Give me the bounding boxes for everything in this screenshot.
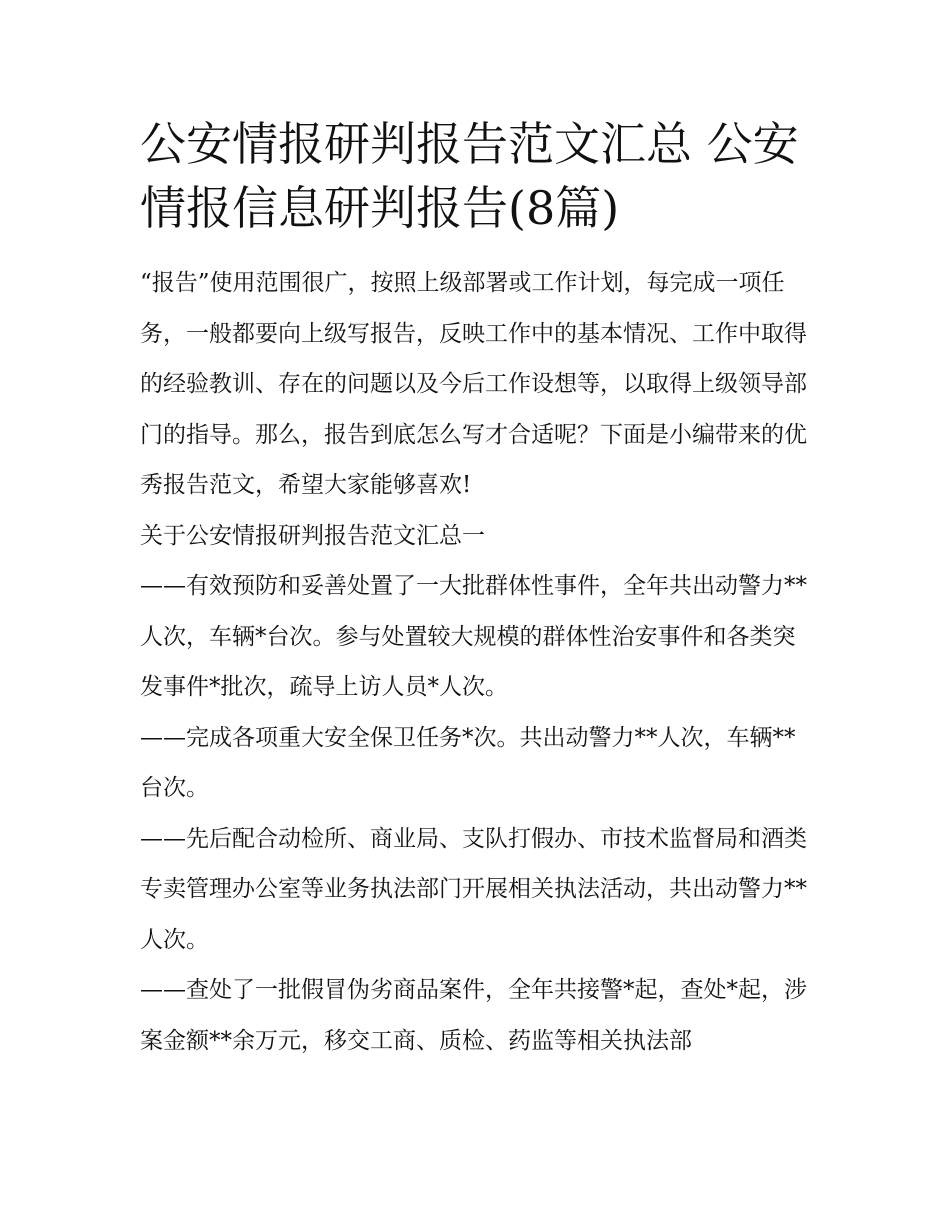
body-paragraph: ——查处了一批假冒伪劣商品案件，全年共接警*起，查处*起，涉案金额**余万元，移交工商、质检、药监等相关执法部	[140, 977, 807, 1054]
body-paragraph: ——完成各项重大安全保卫任务*次。共出动警力**人次，车辆**台次。	[140, 724, 796, 801]
intro-paragraph: “报告”使用范围很广，按照上级部署或工作计划，每完成一项任务，一般都要向上级写报告，反映工作中的基本情况、工作中取得的经验教训、存在的问题以及今后工作设想等，以取得上级领导部门的指导。那么，报告到底怎么写才合适呢？下面是小编带来的优秀报告范文，希望大家能够喜欢!	[140, 270, 807, 498]
body-paragraph: ——有效预防和妥善处置了一大批群体性事件，全年共出动警力**人次，车辆*台次。参与处置较大规模的群体性治安事件和各类突发事件*批次，疏导上访人员*人次。	[140, 573, 807, 700]
body-paragraph: ——先后配合动检所、商业局、支队打假办、市技术监督局和酒类专卖管理办公室等业务执法部门开展相关执法活动，共出动警力**人次。	[140, 825, 807, 953]
section-heading: 关于公安情报研判报告范文汇总一	[140, 522, 485, 549]
document-title: 公安情报研判报告范文汇总 公安情报信息研判报告(8篇)	[140, 117, 799, 235]
document-content	[140, 112, 812, 1066]
document-body	[140, 258, 812, 1066]
